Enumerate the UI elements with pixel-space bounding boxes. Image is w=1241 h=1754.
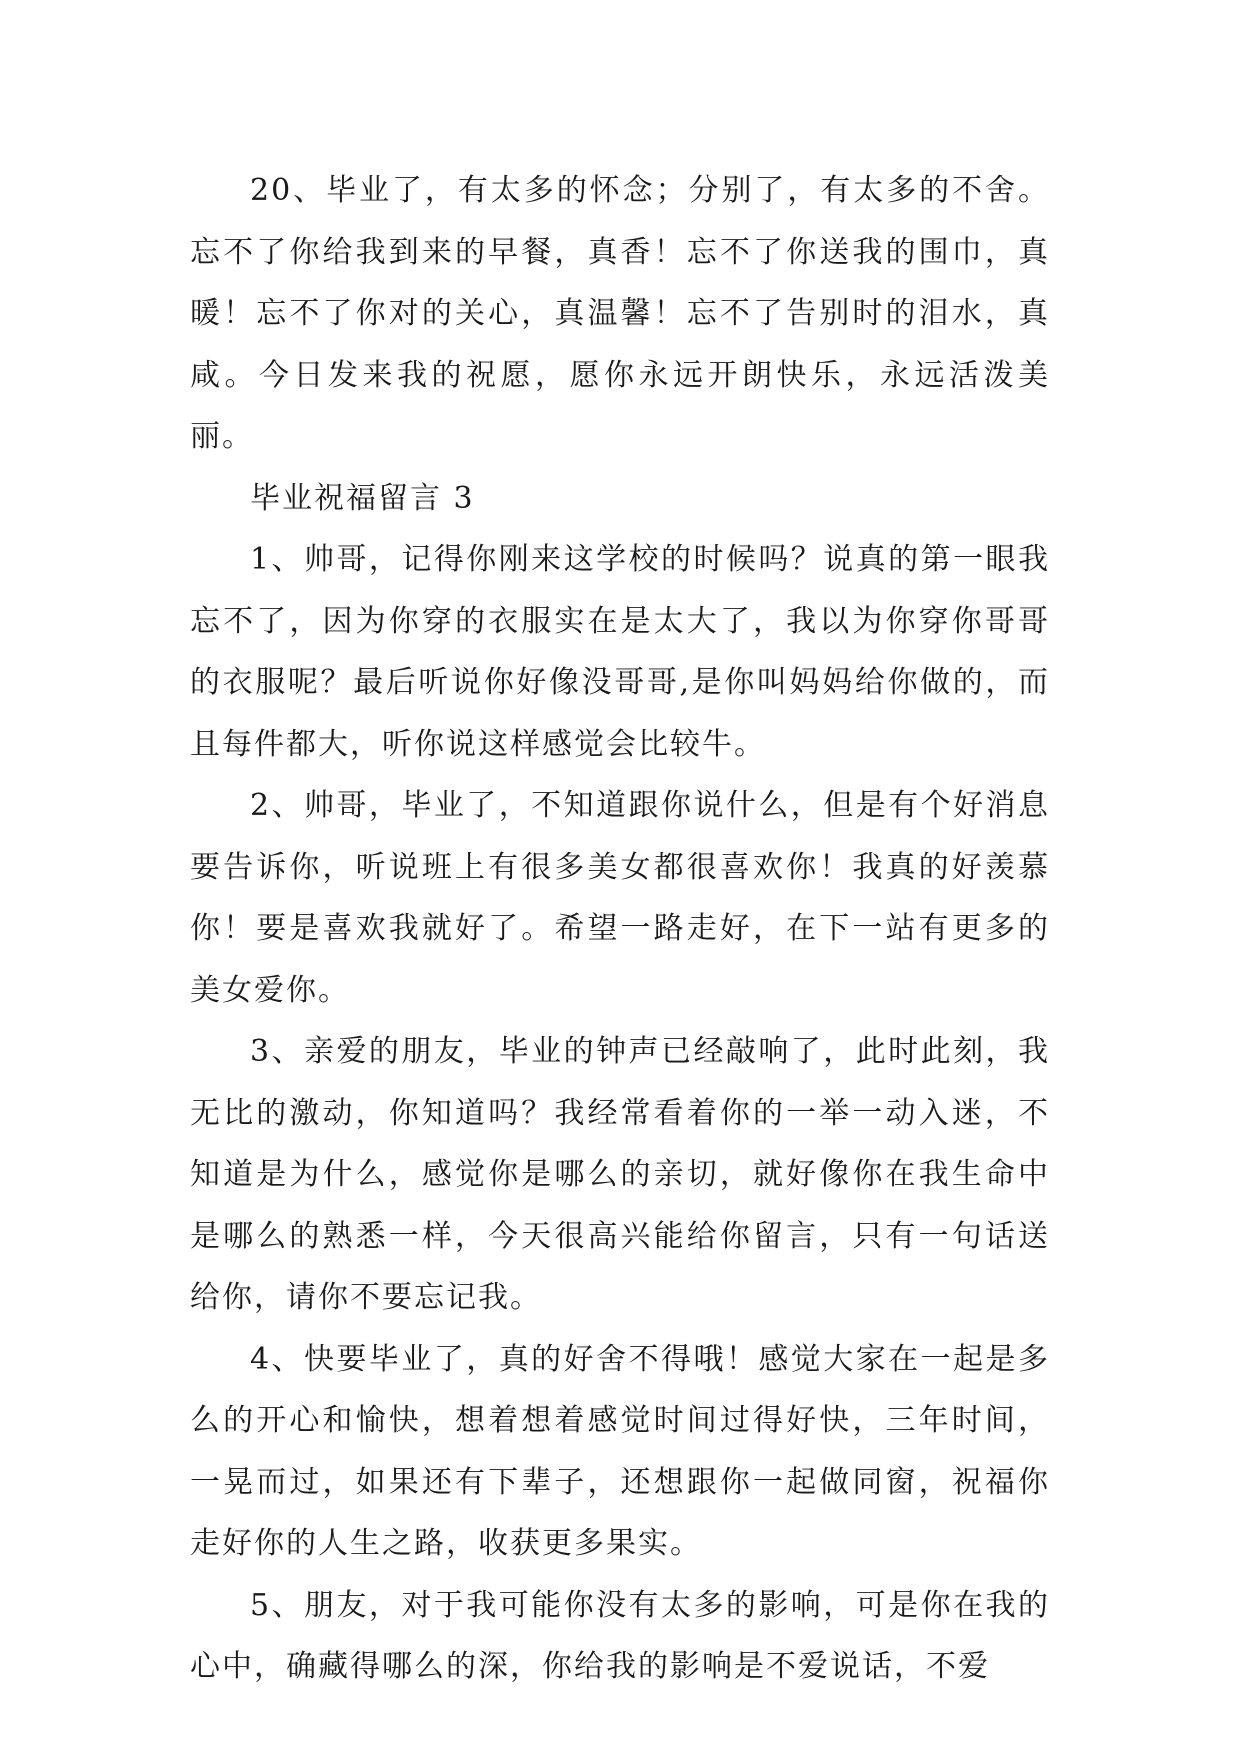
document-page — [190, 160, 1050, 1698]
list-item-1: 1、帅哥，记得你刚来这学校的时候吗？说真的第一眼我忘不了，因为你穿的衣服实在是太大了，我以为你穿你哥哥的衣服呢？最后听说你好像没哥哥,是你叫妈妈给你做的，而且每件都大，听你说这样感觉会比较牛。 — [190, 542, 1050, 762]
paragraph-20: 20、毕业了，有太多的怀念；分别了，有太多的不舍。忘不了你给我到来的早餐，真香！忘不了你送我的围巾，真暖！忘不了你对的关心，真温馨！忘不了告别时的泪水，真咸。今日发来我的祝愿，愿你永远开朗快乐，永远活泼美丽。 — [190, 173, 1050, 454]
list-item-5: 5、朋友，对于我可能你没有太多的影响，可是你在我的心中，确藏得哪么的深，你给我的影响是不爱说话，不爱 — [190, 1587, 1050, 1684]
list-item-3: 3、亲爱的朋友，毕业的钟声已经敲响了，此时此刻，我无比的激动，你知道吗？我经常看着你的一举一动入迷，不知道是为什么，感觉你是哪么的亲切，就好像你在我生命中是哪么的熟悉一样，今天很高兴能给你留言，只有一句话送给你，请你不要忘记我。 — [190, 1034, 1050, 1315]
list-item-4: 4、快要毕业了，真的好舍不得哦！感觉大家在一起是多么的开心和愉快，想着想着感觉时间过得好快，三年时间，一晃而过，如果还有下辈子，还想跟你一起做同窗，祝福你走好你的人生之路，收获更多果实。 — [190, 1341, 1050, 1561]
list-item-2: 2、帅哥，毕业了，不知道跟你说什么，但是有个好消息要告诉你，听说班上有很多美女都很喜欢你！我真的好羡慕你！要是喜欢我就好了。希望一路走好，在下一站有更多的美女爱你。 — [190, 788, 1050, 1008]
section-title: 毕业祝福留言 3 — [250, 480, 475, 516]
